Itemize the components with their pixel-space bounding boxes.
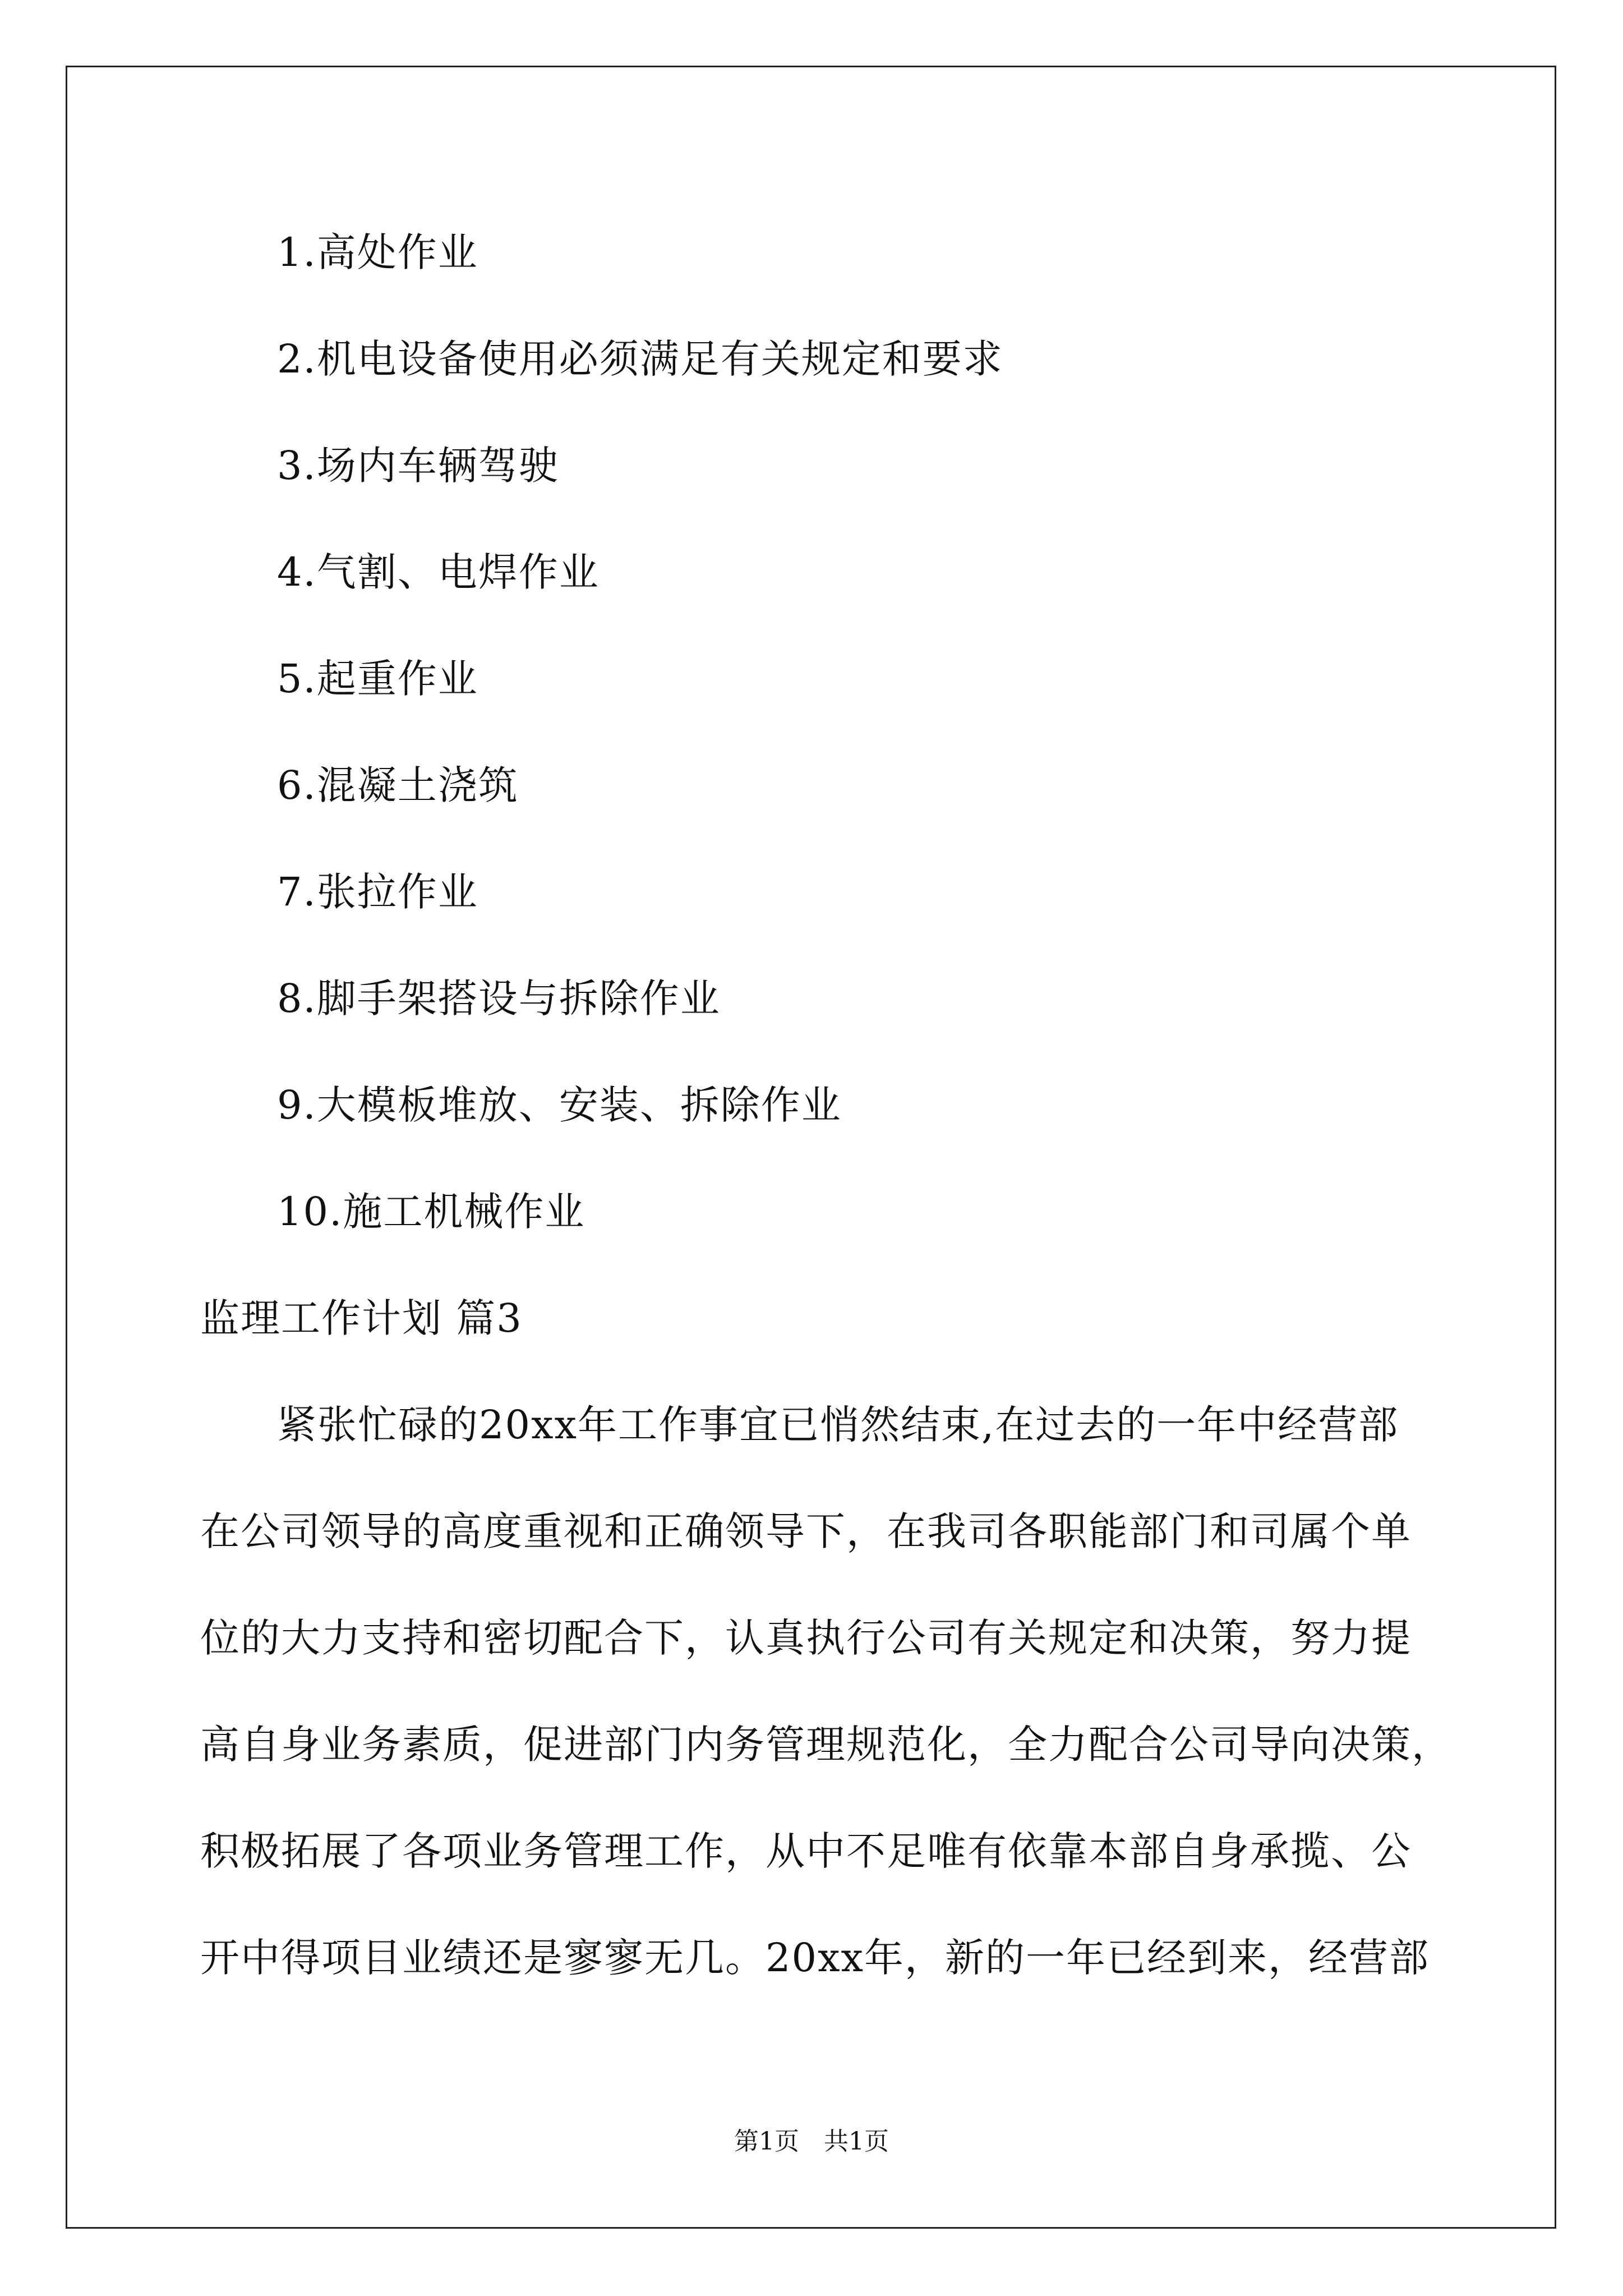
list-item: 2.机电设备使用必须满足有关规定和要求 [277,336,1003,382]
numbered-list [277,223,1003,1289]
list-item: 9.大模板堆放、安装、拆除作业 [277,1082,842,1128]
list-item: 8.脚手架搭设与拆除作业 [277,976,721,1022]
paragraph-line: 紧张忙碌的20xx年工作事宜已悄然结束,在过去的一年中经营部 [277,1402,1399,1448]
paragraph-line: 位的大力支持和密切配合下，认真执行公司有关规定和决策，努力提 [200,1615,1412,1661]
list-item: 5.起重作业 [277,656,478,702]
page-footer: 第1页 共1页 [734,2127,889,2156]
paragraph-line: 开中得项目业绩还是寥寥无几。20xx年，新的一年已经到来，经营部 [200,1935,1430,1981]
list-item: 7.张拉作业 [277,869,478,915]
list-item: 4.气割、电焊作业 [277,549,600,595]
section-heading: 监理工作计划 篇3 [200,1295,523,1341]
list-item: 10.施工机械作业 [277,1189,585,1235]
paragraph-line: 积极拓展了各项业务管理工作，从中不足唯有依靠本部自身承揽、公 [200,1828,1412,1874]
list-item: 3.场内车辆驾驶 [277,443,559,489]
paragraph-line: 在公司领导的高度重视和正确领导下，在我司各职能部门和司属个单 [200,1508,1412,1554]
list-item: 1.高处作业 [277,229,478,275]
list-item: 6.混凝土浇筑 [277,762,519,808]
body-paragraph [200,1396,1456,2035]
paragraph-line: 高自身业务素质，促进部门内务管理规范化，全力配合公司导向决策， [200,1722,1452,1768]
